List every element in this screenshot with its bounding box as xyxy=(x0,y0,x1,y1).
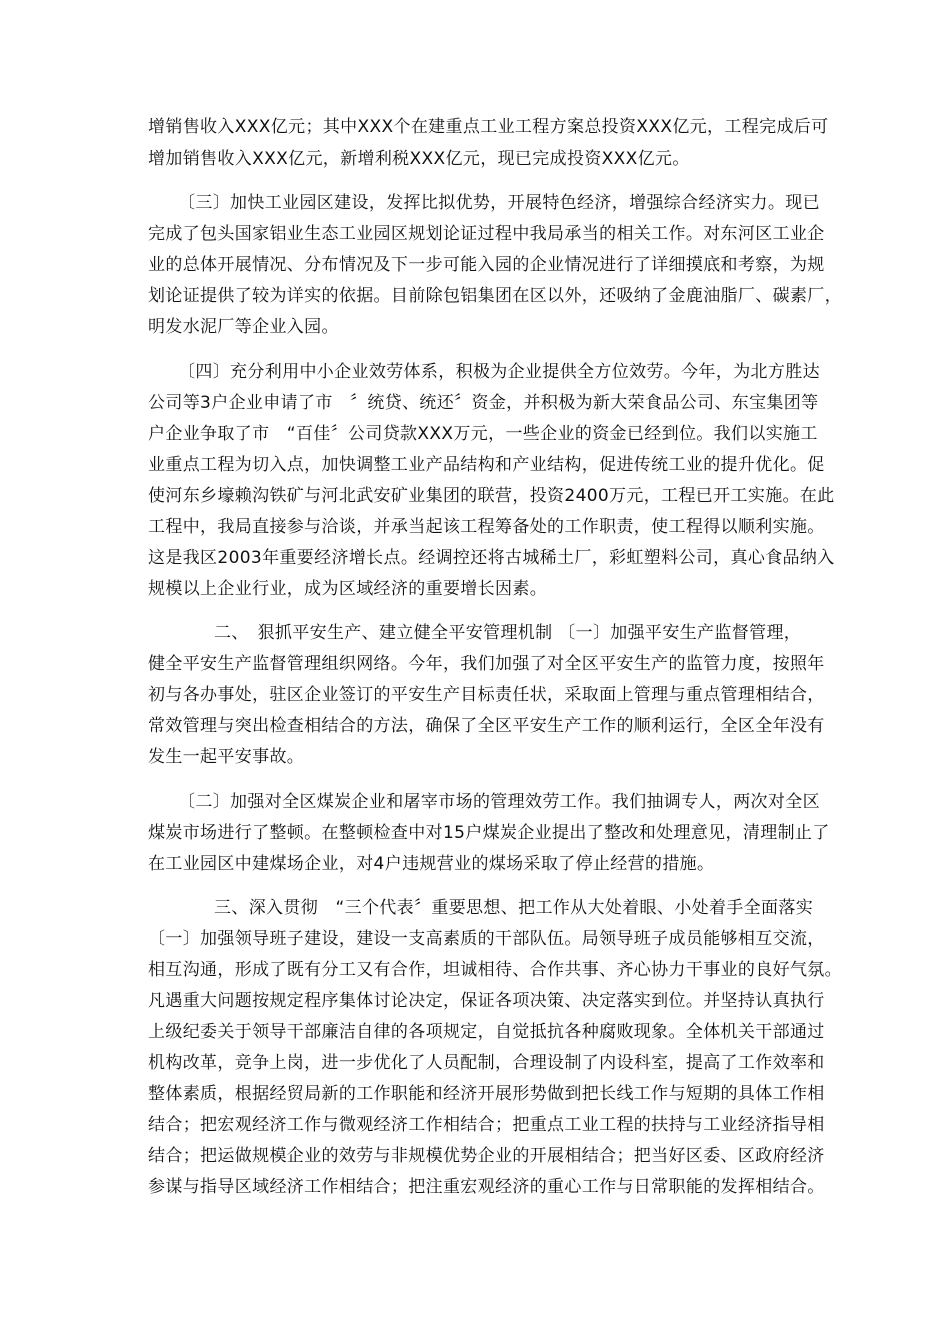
text-line: 健全平安生产监督管理组织网络。今年，我们加强了对全区平安生产的监管力度，按照年 xyxy=(148,654,825,674)
text-line: 凡遇重大问题按规定程序集体讨论决定，保证各项决策、决定落实到位。并坚持认真执行 xyxy=(148,991,825,1011)
text-line: 完成了包头国家铝业生态工业园区规划论证过程中我局承当的相关工作。对东河区工业企 xyxy=(148,224,825,244)
text-line: 工程中，我局直接参与洽谈，并承当起该工程筹备处的工作职责，使工程得以顺利实施。 xyxy=(148,517,825,537)
text-line: 相互沟通，形成了既有分工又有合作，坦诚相待、合作共事、齐心协力干事业的良好气氛。 xyxy=(148,960,842,980)
text-line: 发生一起平安事故。 xyxy=(148,747,305,767)
text-line: 明发水泥厂等企业入园。 xyxy=(148,317,339,337)
text-line: 公司等3户企业申请了市 〞统贷、统还〞资金，并积极为新大荣食品公司、东宝集团等 xyxy=(148,393,819,413)
section-heading-line: 三、深入贯彻 “三个代表〞重要思想、把工作从大处着眼、小处着手全面落实 xyxy=(214,898,814,918)
text-line: 机构改革，竞争上岗，进一步优化了人员配制，合理设制了内设科室，提高了工作效率和 xyxy=(148,1053,825,1073)
paragraph-start-line: 〔四〕充分利用中小企业效劳体系，积极为企业提供全方位效劳。今年，为北方胜达 xyxy=(178,362,820,382)
section-heading-line: 二、 狠抓平安生产、建立健全平安管理机制 〔一〕加强平安生产监督管理， xyxy=(214,623,802,643)
text-line: 常效管理与突出检查相结合的方法，确保了全区平安生产工作的顺利运行，全区全年没有 xyxy=(148,716,825,736)
paragraph-start-line: 〔三〕加快工业园区建设，发挥比拟优势，开展特色经济，增强综合经济实力。现已 xyxy=(178,193,820,213)
text-line: 增加销售收入XXX亿元，新增利税XXX亿元，现已完成投资XXX亿元。 xyxy=(148,149,690,169)
text-line: 在工业园区中建煤场企业，对4户违规营业的煤场采取了停止经营的措施。 xyxy=(148,854,715,874)
text-line: 整体素质，根据经贸局新的工作职能和经济开展形势做到把长线工作与短期的具体工作相 xyxy=(148,1084,825,1104)
text-line: 结合；把运做规模企业的效劳与非规模优势企业的开展相结合；把当好区委、区政府经济 xyxy=(148,1146,825,1166)
text-line: 上级纪委关于领导干部廉洁自律的各项规定，自觉抵抗各种腐败现象。全体机关干部通过 xyxy=(148,1022,825,1042)
text-line: 煤炭市场进行了整顿。在整顿检查中对15户煤炭企业提出了整改和处理意见，清理制止了 xyxy=(148,823,830,843)
text-line: 使河东乡壕赖沟铁矿与河北武安矿业集团的联营，投资2400万元，工程已开工实施。在此 xyxy=(148,486,835,506)
text-line: 这是我区2003年重要经济增长点。经调控还将古城稀土厂，彩虹塑料公司，真心食品纳入 xyxy=(148,548,835,568)
text-line: 结合；把宏观经济工作与微观经济工作相结合；把重点工业工程的扶持与工业经济指导相 xyxy=(148,1115,825,1135)
text-line: 划论证提供了较为详实的依据。目前除包铝集团在区以外，还吸纳了金鹿油脂厂、碳素厂， xyxy=(148,286,842,306)
text-line: 户企业争取了市 “百佳〞公司贷款XXX万元，一些企业的资金已经到位。我们以实施工 xyxy=(148,424,818,444)
text-line: 初与各办事处，驻区企业签订的平安生产目标责任状，采取面上管理与重点管理相结合， xyxy=(148,685,825,705)
text-line: 增销售收入XXX亿元；其中XXX个在建重点工业工程方案总投资XXX亿元，工程完成后可 xyxy=(148,117,829,137)
text-line: 规模以上企业行业，成为区域经济的重要增长因素。 xyxy=(148,579,548,599)
text-line: 参谋与指导区域经济工作相结合；把注重宏观经济的重心工作与日常职能的发挥相结合。 xyxy=(148,1177,825,1197)
text-line: 业重点工程为切入点，加快调整工业产品结构和产业结构，促进传统工业的提升优化。促 xyxy=(148,455,825,475)
text-line: 业的总体开展情况、分布情况及下一步可能入园的企业情况进行了详细摸底和考察，为规 xyxy=(148,255,825,275)
paragraph-start-line: 〔二〕加强对全区煤炭企业和屠宰市场的管理效劳工作。我们抽调专人，两次对全区 xyxy=(178,792,820,812)
text-line: 〔一〕加强领导班子建设，建设一支高素质的干部队伍。局领导班子成员能够相互交流， xyxy=(148,929,825,949)
